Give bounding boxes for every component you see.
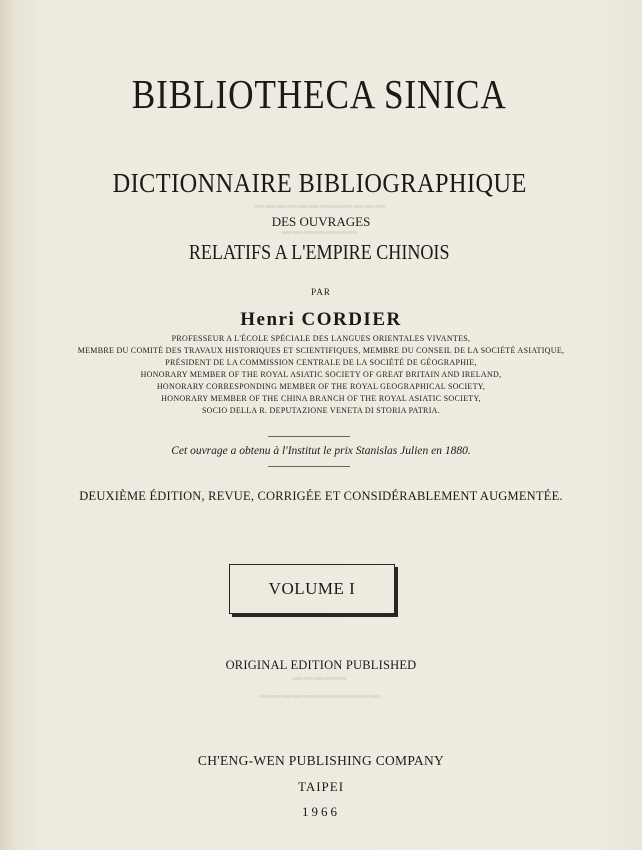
original-edition-note: ORIGINAL EDITION PUBLISHED [225,658,417,672]
prize-note: Cet ouvrage a obtenu à l'Institut le prix Stanislas Julien en 1880. [171,445,471,457]
divider-rule [268,436,350,437]
author-credential: SOCIO DELLA R. DEPUTAZIONE VENETA DI STORIA PATRIA. [201,406,441,415]
edition-statement: DEUXIÈME ÉDITION, REVUE, CORRIGÉE ET CONSIDÉRABLEMENT AUGMENTÉE. [79,489,563,503]
author-credential: HONORARY MEMBER OF THE ROYAL ASIATIC SOCIETY OF GREAT BRITAIN AND IRELAND, [140,370,502,379]
par-label: PAR [311,287,331,297]
author-credential: PROFESSEUR A L'ÉCOLE SPÉCIALE DES LANGUES ORIENTALES VIVANTES, [171,334,471,343]
divider-rule [268,466,350,467]
author-credential: HONORARY CORRESPONDING MEMBER OF THE ROYAL GEOGRAPHICAL SOCIETY, [156,382,486,391]
author-credential: HONORARY MEMBER OF THE CHINA BRANCH OF THE ROYAL ASIATIC SOCIETY, [161,394,481,403]
volume-box [229,564,395,614]
publication-city: TAIPEI [297,779,345,794]
volume-label: VOLUME I [268,579,356,598]
subtitle-second-line: RELATIFS A L'EMPIRE CHINOIS [188,240,450,264]
book-subtitle: DICTIONNAIRE BIBLIOGRAPHIQUE [112,168,527,198]
author-name: Henri CORDIER [240,309,402,330]
show-through-text: ▬▬▬▬▬▬▬▬▬▬▬▬ [254,200,386,211]
show-through-text: ▬▬▬▬▬ [292,672,348,683]
show-through-text: ▬▬▬▬▬▬▬ [281,226,359,237]
book-title: BIBLIOTHECA SINICA [131,71,507,117]
publication-year: 1966 [302,804,340,819]
publisher-name: CH'ENG-WEN PUBLISHING COMPANY [197,753,445,768]
author-credential: MEMBRE DU COMITÉ DES TRAVAUX HISTORIQUES ET SCIENTIFIQUES, MEMBRE DU CONSEIL DE LA SOCIÉTÉ ASIATIQUE, [77,346,565,355]
subtitle-connector: DES OUVRAGES [271,214,371,229]
author-credential: PRÉSIDENT DE LA COMMISSION CENTRALE DE LA SOCIÉTÉ DE GÉOGRAPHIE, [165,358,477,367]
show-through-text: ▬▬▬▬▬▬▬▬▬▬▬ [259,690,381,701]
